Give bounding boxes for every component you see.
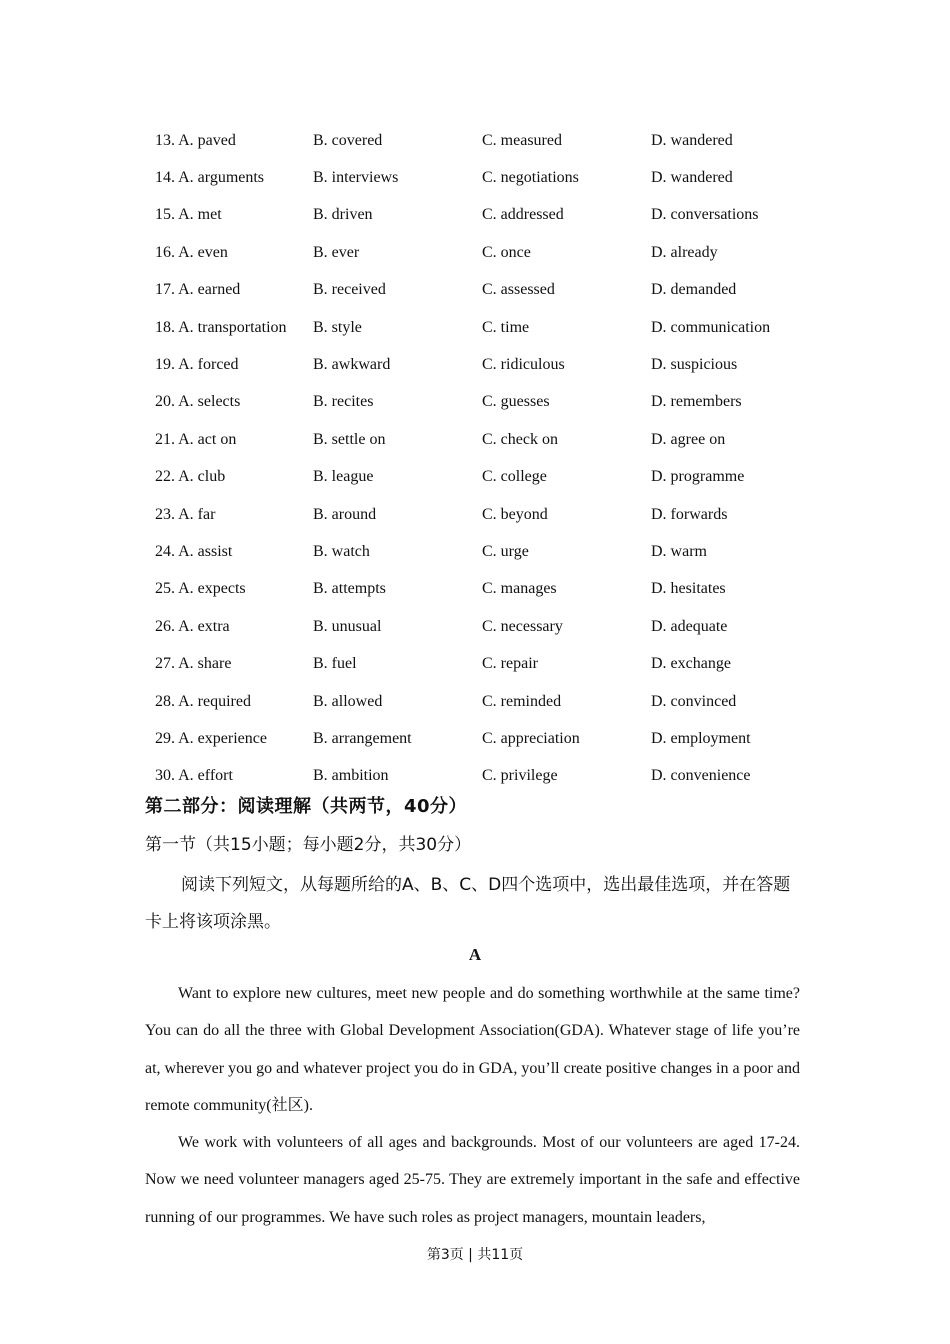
option-a: 13. A. paved [155,131,236,149]
option-d: D. forwards [651,505,728,523]
option-row [155,346,815,383]
option-row [155,234,815,271]
option-a: 27. A. share [155,655,232,673]
option-c: C. repair [482,655,538,673]
page-footer: 第3页 | 共11页 [426,1247,524,1263]
option-b: B. interviews [313,169,399,187]
option-row [155,159,815,196]
option-c: C. manages [482,580,557,598]
option-b: B. awkward [313,356,391,374]
option-a: 16. A. even [155,243,228,261]
option-d: D. suspicious [651,356,738,374]
option-a: 18. A. transportation [155,318,287,336]
option-d: D. agree on [651,430,726,448]
option-d: D. demanded [651,281,737,299]
option-a: 23. A. far [155,505,216,523]
option-c: C. once [482,243,531,261]
option-d: D. wandered [651,169,733,187]
option-b: B. watch [313,542,370,560]
option-d: D. hesitates [651,580,726,598]
option-a: 14. A. arguments [155,169,265,187]
option-a: 24. A. assist [155,542,233,560]
option-row [155,459,815,496]
option-row [155,496,815,533]
option-b: B. allowed [313,692,383,710]
option-row [155,421,815,458]
answer-options-table [155,122,815,795]
option-row [155,384,815,421]
option-a: 21. A. act on [155,430,237,448]
option-b: B. covered [313,131,383,149]
option-d: D. already [651,243,718,261]
option-row [155,571,815,608]
option-c: C. addressed [482,206,564,224]
option-b: B. attempts [313,580,386,598]
option-b: B. fuel [313,655,357,673]
option-row [155,533,815,570]
option-c: C. beyond [482,505,548,523]
option-d: D. conversations [651,206,759,224]
option-row [155,720,815,757]
option-b: B. arrangement [313,729,412,747]
option-b: B. settle on [313,430,386,448]
option-d: D. wandered [651,131,733,149]
option-c: C. appreciation [482,729,580,747]
option-c: C. measured [482,131,562,149]
option-c: C. college [482,468,547,486]
option-d: D. exchange [651,655,731,673]
option-c: C. necessary [482,617,563,635]
option-b: B. received [313,281,386,299]
option-d: D. employment [651,729,751,747]
passage-label: A [468,945,482,964]
option-a: 15. A. met [155,206,222,224]
option-a: 19. A. forced [155,356,239,374]
option-a: 20. A. selects [155,393,241,411]
option-c: C. assessed [482,281,555,299]
option-row [155,197,815,234]
option-row [155,758,815,795]
option-c: C. guesses [482,393,550,411]
option-a: 28. A. required [155,692,251,710]
option-row [155,122,815,159]
option-c: C. time [482,318,530,336]
option-row [155,683,815,720]
instruction-text: 阅读下列短文，从每题所给的A、B、C、D四个选项中，选出最佳选项，并在答题卡上将该项涂黑。 [145,875,791,932]
option-b: B. ambition [313,767,389,785]
option-a: 30. A. effort [155,767,233,785]
option-d: D. communication [651,318,771,336]
section-title: 第二部分：阅读理解（共两节，40分） [145,796,468,817]
option-d: D. convinced [651,692,737,710]
option-c: C. urge [482,542,529,560]
option-b: B. recites [313,393,374,411]
passage-paragraph: We work with volunteers of all ages and backgrounds. Most of our volunteers are aged 17-24. Now we need volunteer managers aged 25-75. They are extremely important in the safe and effective running of our programmes. We have such roles as project managers, mountain leaders, [145,1134,800,1226]
option-b: B. league [313,468,374,486]
option-a: 17. A. earned [155,281,241,299]
option-d: D. programme [651,468,745,486]
option-row [155,608,815,645]
option-d: D. warm [651,542,707,560]
option-a: 29. A. experience [155,729,267,747]
option-a: 22. A. club [155,468,226,486]
option-c: C. negotiations [482,169,579,187]
option-c: C. check on [482,430,558,448]
option-d: D. remembers [651,393,742,411]
option-d: D. convenience [651,767,751,785]
option-b: B. ever [313,243,360,261]
option-row [155,645,815,682]
section-subtitle: 第一节（共15小题；每小题2分，共30分） [145,835,472,855]
option-d: D. adequate [651,617,728,635]
option-b: B. style [313,318,362,336]
option-row [155,309,815,346]
option-c: C. reminded [482,692,562,710]
option-b: B. driven [313,206,373,224]
option-a: 26. A. extra [155,617,230,635]
option-b: B. unusual [313,617,382,635]
option-b: B. around [313,505,377,523]
option-c: C. ridiculous [482,356,565,374]
passage-paragraph: Want to explore new cultures, meet new people and do something worthwhile at the same time? You can do all the three with Global Development Association(GDA). Whatever stage of life you’re at, wherever you go and whatever project you do in GDA, you’ll create positive changes in a poor and remote community(社区). [145,985,800,1115]
option-a: 25. A. expects [155,580,246,598]
option-row [155,272,815,309]
option-c: C. privilege [482,767,558,785]
